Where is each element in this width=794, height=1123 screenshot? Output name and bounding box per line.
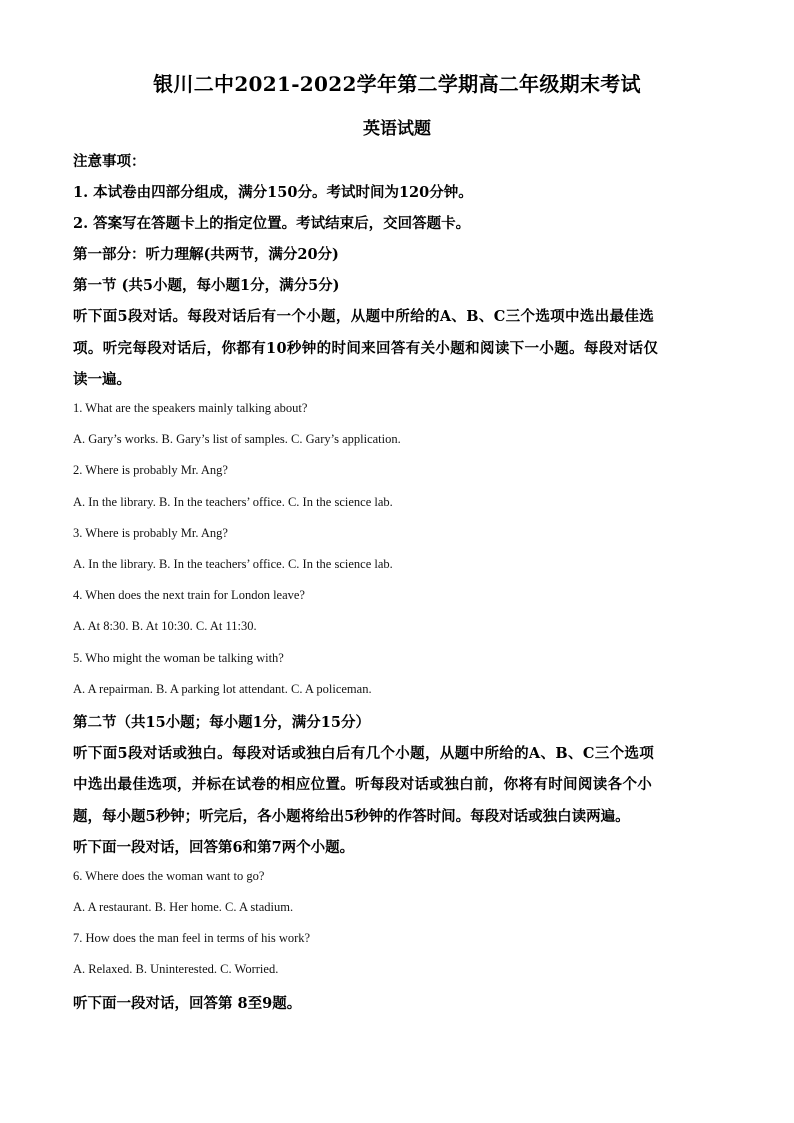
question-options: A. A restaurant. B. Her home. C. A stadium.	[73, 900, 294, 914]
question-text: 3. Where is probably Mr. Ang?	[73, 526, 228, 540]
question-text: 1. What are the speakers mainly talking about?	[73, 401, 308, 415]
question-text: 2. Where is probably Mr. Ang?	[73, 463, 228, 477]
section2-instructions: 题，每小题5秒钟；听完后，各小题将给出5秒钟的作答时间。每段对话或独白读两遍。	[73, 808, 630, 825]
group-instruction: 听下面一段对话，回答第6和第7两个小题。	[73, 839, 355, 856]
question-options: A. In the library. B. In the teachers’ office. C. In the science lab.	[73, 495, 393, 509]
question-text: 7. How does the man feel in terms of his work?	[73, 931, 311, 945]
section1-instructions: 项。听完每段对话后，你都有10秒钟的时间来回答有关小题和阅读下一小题。每段对话仅	[73, 340, 659, 357]
notes-item: 1. 本试卷由四部分组成，满分150分。考试时间为120分钟。	[73, 184, 473, 201]
notes-item: 2. 答案写在答题卡上的指定位置。考试结束后，交回答题卡。	[73, 215, 471, 232]
exam-title: 银川二中2021-2022学年第二学期高二年级期末考试	[153, 72, 641, 96]
question-text: 5. Who might the woman be talking with?	[73, 651, 284, 665]
group-instruction: 听下面一段对话，回答第 8至9题。	[73, 995, 302, 1012]
section1-instructions: 读一遍。	[73, 371, 131, 388]
section2-instructions: 中选出最佳选项，并标在试卷的相应位置。听每段对话或独白前，你将有时间阅读各个小	[73, 776, 653, 793]
exam-subtitle: 英语试题	[363, 119, 431, 139]
section2-heading: 第二节（共15小题；每小题1分，满分15分）	[73, 714, 370, 731]
section1-heading: 第一节 (共5小题，每小题1分，满分5分)	[73, 277, 340, 294]
question-text: 6. Where does the woman want to go?	[73, 869, 265, 883]
notes-heading: 注意事项：	[73, 153, 146, 170]
question-options: A. Gary’s works. B. Gary’s list of samples. C. Gary’s application.	[73, 432, 401, 446]
question-options: A. A repairman. B. A parking lot attendant. C. A policeman.	[73, 682, 372, 696]
question-options: A. In the library. B. In the teachers’ office. C. In the science lab.	[73, 557, 393, 571]
question-options: A. Relaxed. B. Uninterested. C. Worried.	[73, 962, 279, 976]
question-text: 4. When does the next train for London leave?	[73, 588, 305, 602]
question-options: A. At 8:30. B. At 10:30. C. At 11:30.	[73, 619, 257, 633]
section1-instructions: 听下面5段对话。每段对话后有一个小题，从题中所给的A、B、C三个选项中选出最佳选	[73, 308, 655, 325]
part1-heading: 第一部分：听力理解(共两节，满分20分)	[73, 246, 339, 263]
section2-instructions: 听下面5段对话或独白。每段对话或独白后有几个小题，从题中所给的A、B、C三个选项	[73, 745, 655, 762]
